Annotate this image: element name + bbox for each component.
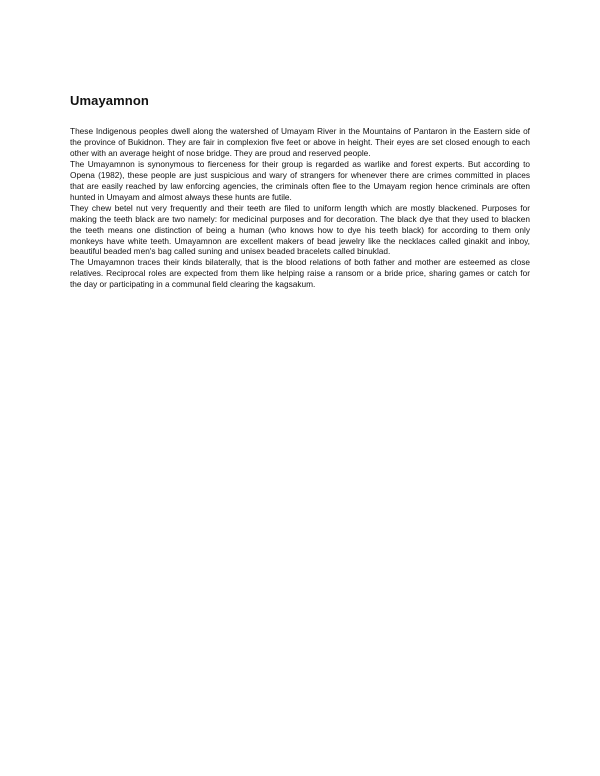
paragraph-fierceness: The Umayamnon is synonymous to fierceness for their group is regarded as warlike and forest experts. But according to Opena (1982), these people are just suspicious and wary of strangers for whenever there are crimes committed in places that are easily reached by law enforcing agencies, the criminals often flee to the Umayam region hence criminals are often hunted in Umayam and almost always these hunts are futile.: [70, 158, 530, 202]
paragraph-customs: They chew betel nut very frequently and their teeth are filed to uniform length which are mostly blackened. Purposes for making the teeth black are two namely: for medicinal purposes and for decoration. The black dye that they used to blacken the teeth means one distinction of being a human (who knows how to dye his teeth black) for according to them only monkeys have white teeth. Umayamnon are excellent makers of bead jewelry like the necklaces called ginakit and inboy, beautiful beaded men's bag called suning and unisex beaded bracelets called binuklad.: [70, 202, 530, 257]
paragraph-description: These Indigenous peoples dwell along the watershed of Umayam River in the Mountains of Pantaron in the Eastern side of the province of Bukidnon. They are fair in complexion five feet or above in height. Their eyes are set closed enough to each other with an average height of nose bridge. They are proud and reserved people.: [70, 126, 530, 158]
document-title: Umayamnon: [70, 93, 149, 108]
document-body: [70, 126, 530, 290]
paragraph-kinship: The Umayamnon traces their kinds bilaterally, that is the blood relations of both father and mother are esteemed as close relatives. Reciprocal roles are expected from them like helping raise a ransom or a bride price, sharing games or catch for the day or participating in a communal field clearing the kagsakum.: [70, 257, 530, 290]
